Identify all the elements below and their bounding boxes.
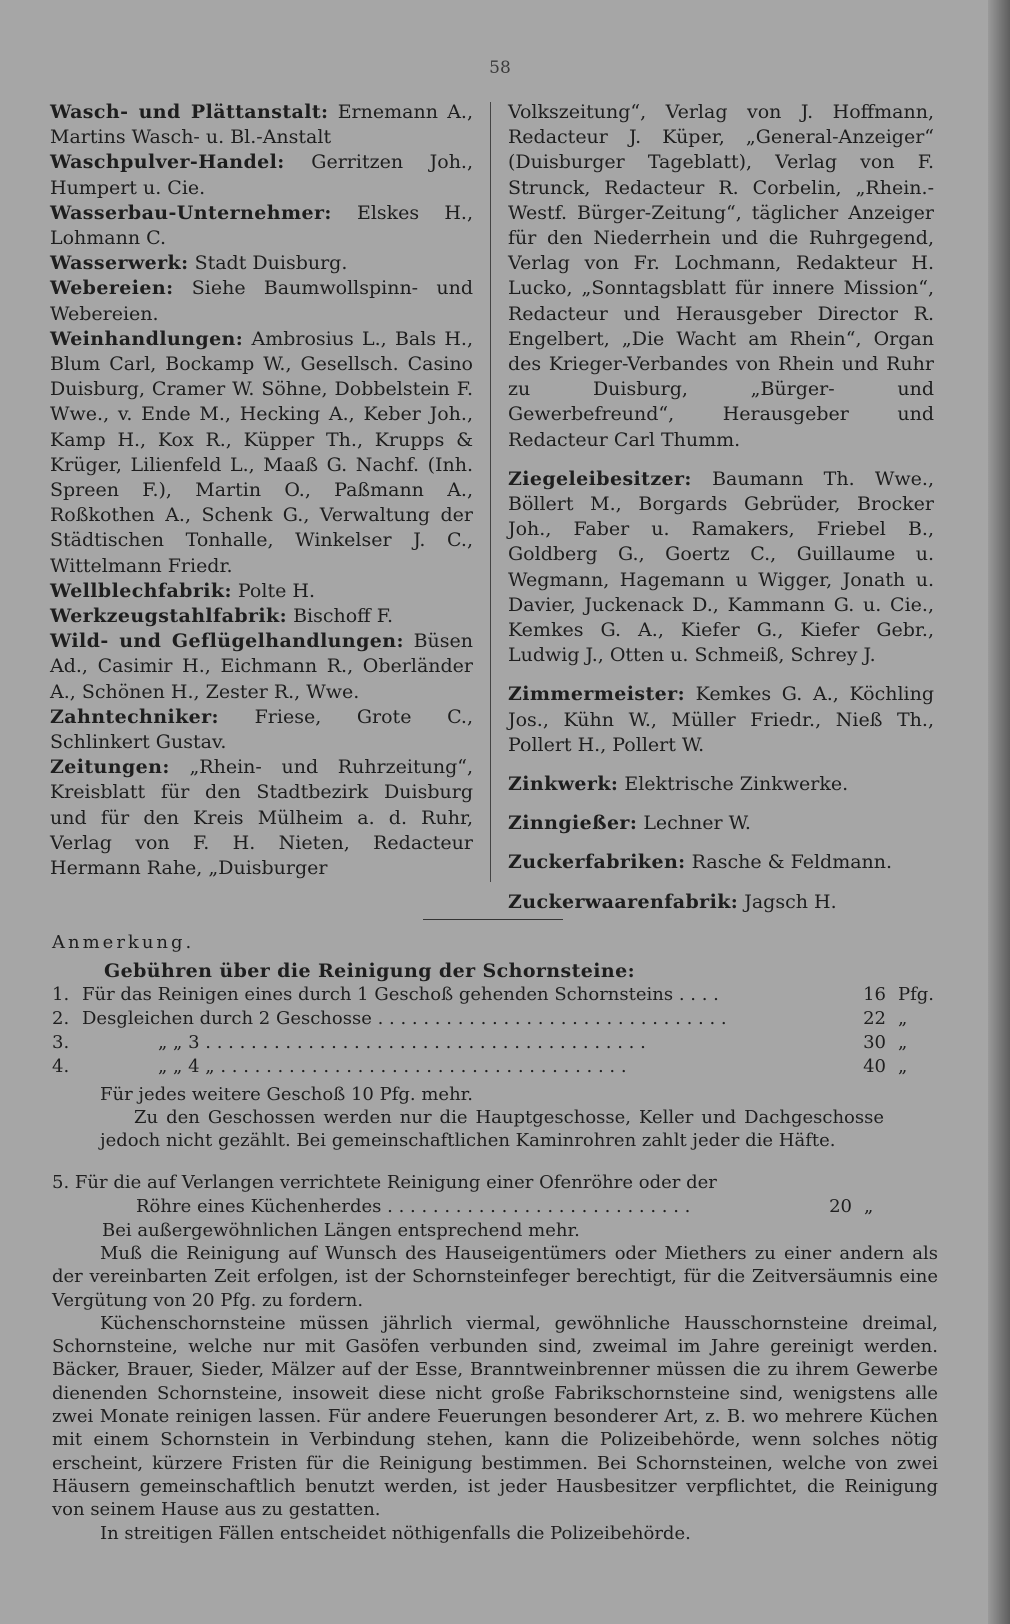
fee-title: Gebühren über die Reinigung der Schornsteine: bbox=[104, 960, 636, 982]
page-number: 58 bbox=[489, 58, 511, 78]
entry-heading: Zinkwerk: bbox=[508, 773, 619, 796]
directory-entry bbox=[50, 150, 473, 200]
entry-heading: Waschpulver-Handel: bbox=[50, 151, 285, 174]
fee-description: Für das Reinigen eines durch 1 Geschoß gehenden Schornsteins . . . . bbox=[82, 984, 719, 1005]
fee-amount: 40 bbox=[863, 1056, 886, 1077]
fee-amount: 22 bbox=[863, 1008, 886, 1029]
leader-dots: . . . . bbox=[678, 984, 719, 1005]
regulation-text bbox=[52, 1242, 938, 1545]
fee-row bbox=[52, 1032, 938, 1056]
floors-note: Zu den Geschossen werden nur die Hauptgeschosse, Keller und Dachgeschosse jedoch nicht gezählt. Bei gemeinschaftlichen Kaminrohren zahlt jeder die Häfte. bbox=[100, 1107, 884, 1151]
fee-row bbox=[52, 1008, 938, 1032]
entry-heading: Ziegeleibesitzer: bbox=[508, 467, 692, 490]
fee-description: „ „ 3 . . . . . . . . . . . . . . . . . . . . . . . . . . . . . . . . . . . . . . . bbox=[158, 1032, 646, 1053]
directory-entry bbox=[50, 604, 473, 629]
entry-text: Bischoff F. bbox=[293, 605, 393, 628]
entry-heading: Wasserbau-Unternehmer: bbox=[50, 201, 332, 224]
extra-floor-note: Für jedes weitere Geschoß 10 Pfg. mehr. bbox=[100, 1084, 474, 1105]
entry-text: Büsen Ad., Casimir H., Eichmann R., Oberländer A., Schönen H., Zester R., Wwe. bbox=[50, 630, 473, 703]
leader-dots: . . . . . . . . . . . . . . . . . . . . . . . . . . . . . . . bbox=[377, 1008, 727, 1029]
entry-heading: Zahntechniker: bbox=[50, 705, 219, 728]
fee-unit: „ bbox=[864, 1196, 874, 1217]
entry-text: Polte H. bbox=[237, 579, 315, 602]
entry-heading: Zimmermeister: bbox=[508, 683, 685, 706]
entry-text: Stadt Duisburg. bbox=[194, 252, 348, 275]
fee-amount: 30 bbox=[863, 1032, 886, 1053]
directory-entry bbox=[508, 890, 934, 915]
entry-text: Ernemann A., Martins Wasch- u. Bl.-Anstalt bbox=[50, 101, 473, 149]
page-edge-shadow bbox=[988, 0, 1010, 1624]
entry-text: Siehe Baumwollspinn- und Webereien. bbox=[50, 277, 473, 325]
fee-row bbox=[52, 984, 938, 1008]
unusual-lengths-note: Bei außergewöhnlichen Längen entsprechend mehr. bbox=[102, 1220, 580, 1241]
entry-text: Baumann Th. Wwe., Böllert M., Borgards Gebrüder, Brocker Joh., Faber u. Ramakers, Friebel B., Goldberg G., Goertz C., Guillaume u. Wegmann, Hagemann u Wigger, Jonath u. Davier, Juckenack D., Kammann G. u. Cie., Kemkes G. A., Kiefer G., Kiefer Gebr., Ludwig J., Otten u. Schmeiß, Schrey J. bbox=[508, 467, 934, 667]
fee-unit: „ bbox=[898, 1032, 908, 1053]
fee-unit: „ bbox=[898, 1056, 908, 1077]
note-label: Anmerkung. bbox=[52, 932, 195, 953]
entry-heading: Zinngießer: bbox=[508, 812, 638, 835]
entry-heading: Zuckerwaarenfabrik: bbox=[508, 890, 739, 913]
entry-heading: Zuckerfabriken: bbox=[508, 851, 686, 874]
entry-heading: Zeitungen: bbox=[50, 756, 170, 779]
entry-heading: Wellblechfabrik: bbox=[50, 579, 232, 602]
directory-entry bbox=[50, 755, 473, 881]
fee-list bbox=[52, 984, 938, 1080]
directory-entry bbox=[50, 705, 473, 755]
fee-notes bbox=[46, 1083, 884, 1152]
section-separator bbox=[423, 919, 563, 920]
leader-dots: . . . . . . . . . . . . . . . . . . . . . . . . . . . bbox=[387, 1196, 691, 1217]
directory-entry bbox=[50, 327, 473, 579]
paragraph: In streitigen Fällen entscheidet nöthigenfalls die Polizeibehörde. bbox=[100, 1522, 691, 1544]
entry-heading: Weinhandlungen: bbox=[50, 327, 244, 350]
entry-heading: Werkzeugstahlfabrik: bbox=[50, 605, 288, 628]
entry-text: Kemkes G. A., Köchling Jos., Kühn W., Müller Friedr., Nieß Th., Pollert H., Pollert W. bbox=[508, 683, 935, 756]
fee-number: 5. bbox=[52, 1172, 70, 1193]
column-divider bbox=[490, 102, 491, 882]
directory-entry bbox=[50, 251, 473, 276]
leader-dots: . . . . . . . . . . . . . . . . . . . . . . . . . . . . . . . . . . . . . . . bbox=[205, 1032, 646, 1053]
directory-entry bbox=[50, 629, 473, 705]
directory-entry bbox=[50, 579, 473, 604]
fee-description: „ „ 4 „ . . . . . . . . . . . . . . . . . . . . . . . . . . . . . . . . . . . . bbox=[158, 1056, 627, 1077]
right-column bbox=[508, 100, 934, 915]
fee-number: 3. bbox=[52, 1032, 70, 1053]
entry-text: Gerritzen Joh., Humpert u. Cie. bbox=[50, 151, 474, 199]
fee-row bbox=[52, 1056, 938, 1080]
paragraph: Küchenschornsteine müssen jährlich viermal, gewöhnliche Hausschornsteine dreimal, Schornsteine, welche nur mit Gasöfen verbunden sind, zweimal im Jahre gereinigt werden. Bäcker, Brauer, Sieder, Mälzer auf der Esse, Branntweinbrenner müssen die zu ihrem Gewerbe dienenden Schornsteine, insoweit diese nicht große Fabrikschornsteine sind, wenigstens alle zwei Monate reinigen lassen. Für andere Feuerungen besonderer Art, z. B. wo mehrere Küchen mit einem Schornstein in Verbindung stehen, kann die Polizeibehörde, wenn solches nötig erscheint, kürzere Fristen für die Reinigung bestimmen. Bei Schornsteinen, welche von zwei Häusern gemeinschaftlich benutzt werden, ist jeder Hausbesitzer verpflichtet, die Reinigung von seinem Hause aus zu gestatten. bbox=[52, 1312, 938, 1521]
entry-text: „Rhein- und Ruhrzeitung“, Kreisblatt für den Stadtbezirk Duisburg und für den Kreis Mülheim a. d. Ruhr, Verlag von F. H. Nieten, Redacteur Hermann Rahe, „Duisburger bbox=[50, 756, 473, 880]
fee-number: 2. bbox=[52, 1008, 70, 1029]
fee-description-continued: Röhre eines Küchenherdes bbox=[136, 1196, 382, 1217]
left-column bbox=[50, 100, 473, 881]
entry-text: Elskes H., Lohmann C. bbox=[50, 201, 473, 250]
entry-heading: Webereien: bbox=[50, 277, 174, 300]
entry-text: Rasche & Feldmann. bbox=[691, 851, 893, 874]
directory-entry bbox=[50, 100, 473, 150]
fee-description: Für die auf Verlangen verrichtete Reinigung einer Ofenröhre oder der bbox=[74, 1172, 717, 1193]
directory-entry bbox=[508, 772, 934, 797]
fee-number: 1. bbox=[52, 984, 70, 1005]
fee-description: Desgleichen durch 2 Geschosse . . . . . . . . . . . . . . . . . . . . . . . . . . . . . . . bbox=[82, 1008, 727, 1029]
entry-heading: Wasserwerk: bbox=[50, 252, 189, 275]
fee-amount: 16 bbox=[863, 984, 886, 1005]
directory-entry bbox=[50, 276, 473, 326]
paragraph: Muß die Reinigung auf Wunsch des Hauseigentümers oder Miethers zu einer andern als der vereinbarten Zeit erfolgen, ist der Schornsteinfeger berechtigt, für die Zeitversäumnis eine Vergütung von 20 Pfg. zu fordern. bbox=[52, 1243, 938, 1311]
entry-text: Friese, Grote C., Schlinkert Gustav. bbox=[50, 705, 474, 754]
fee-unit: „ bbox=[898, 1008, 908, 1029]
entry-text: Lechner W. bbox=[643, 812, 751, 835]
entry-text: Ambrosius L., Bals H., Blum Carl, Bockamp W., Gesellsch. Casino Duisburg, Cramer W. Söhne, Dobbelstein F. Wwe., v. Ende M., Hecking A., Keber Joh., Kamp H., Kox R., Küpper Th., Krupps & Krüger, Lilienfeld L., Maaß G. Nachf. (Inh. Spreen F.), Martin O., Paßmann A., Roßkothen A., Schenk G., Verwaltung der Städtischen Tonhalle, Winkelser J. C., Wittelmann Friedr. bbox=[50, 327, 473, 577]
leader-dots: . . . . . . . . . . . . . . . . . . . . . . . . . . . . . . . . . . . . bbox=[220, 1056, 627, 1077]
fee-row-5 bbox=[52, 1171, 938, 1243]
directory-entry bbox=[508, 682, 934, 758]
entry-heading: Wild- und Geflügelhandlungen: bbox=[50, 630, 404, 653]
directory-entry bbox=[508, 811, 934, 836]
directory-entry bbox=[508, 467, 934, 669]
directory-entry bbox=[50, 201, 473, 251]
fee-number: 4. bbox=[52, 1056, 70, 1077]
fee-unit: Pfg. bbox=[898, 984, 935, 1005]
entry-heading: Wasch- und Plättanstalt: bbox=[50, 101, 329, 123]
entry-text: Elektrische Zinkwerke. bbox=[624, 773, 849, 796]
fee-amount: 20 bbox=[829, 1196, 852, 1217]
entry-text: Jagsch H. bbox=[744, 890, 837, 913]
directory-entry bbox=[508, 850, 934, 875]
continuation-text: Volkszeitung“, Verlag von J. Hoffmann, Redacteur J. Küper, „General-Anzeiger“ (Duisburger Tageblatt), Verlag von F. Strunck, Redacteur R. Corbelin, „Rhein.-Westf. Bürger-Zeitung“, täglicher Anzeiger für den Niederrhein und die Ruhrgegend, Verlag von Fr. Lochmann, Redakteur H. Lucko, „Sonntagsblatt für innere Mission“, Redacteur und Herausgeber Director R. Engelbert, „Die Wacht am Rhein“, Organ des Krieger-Verbandes von Rhein und Ruhr zu Duisburg, „Bürger- und Gewerbefreund“, Herausgeber und Redacteur Carl Thumm. bbox=[508, 101, 934, 451]
